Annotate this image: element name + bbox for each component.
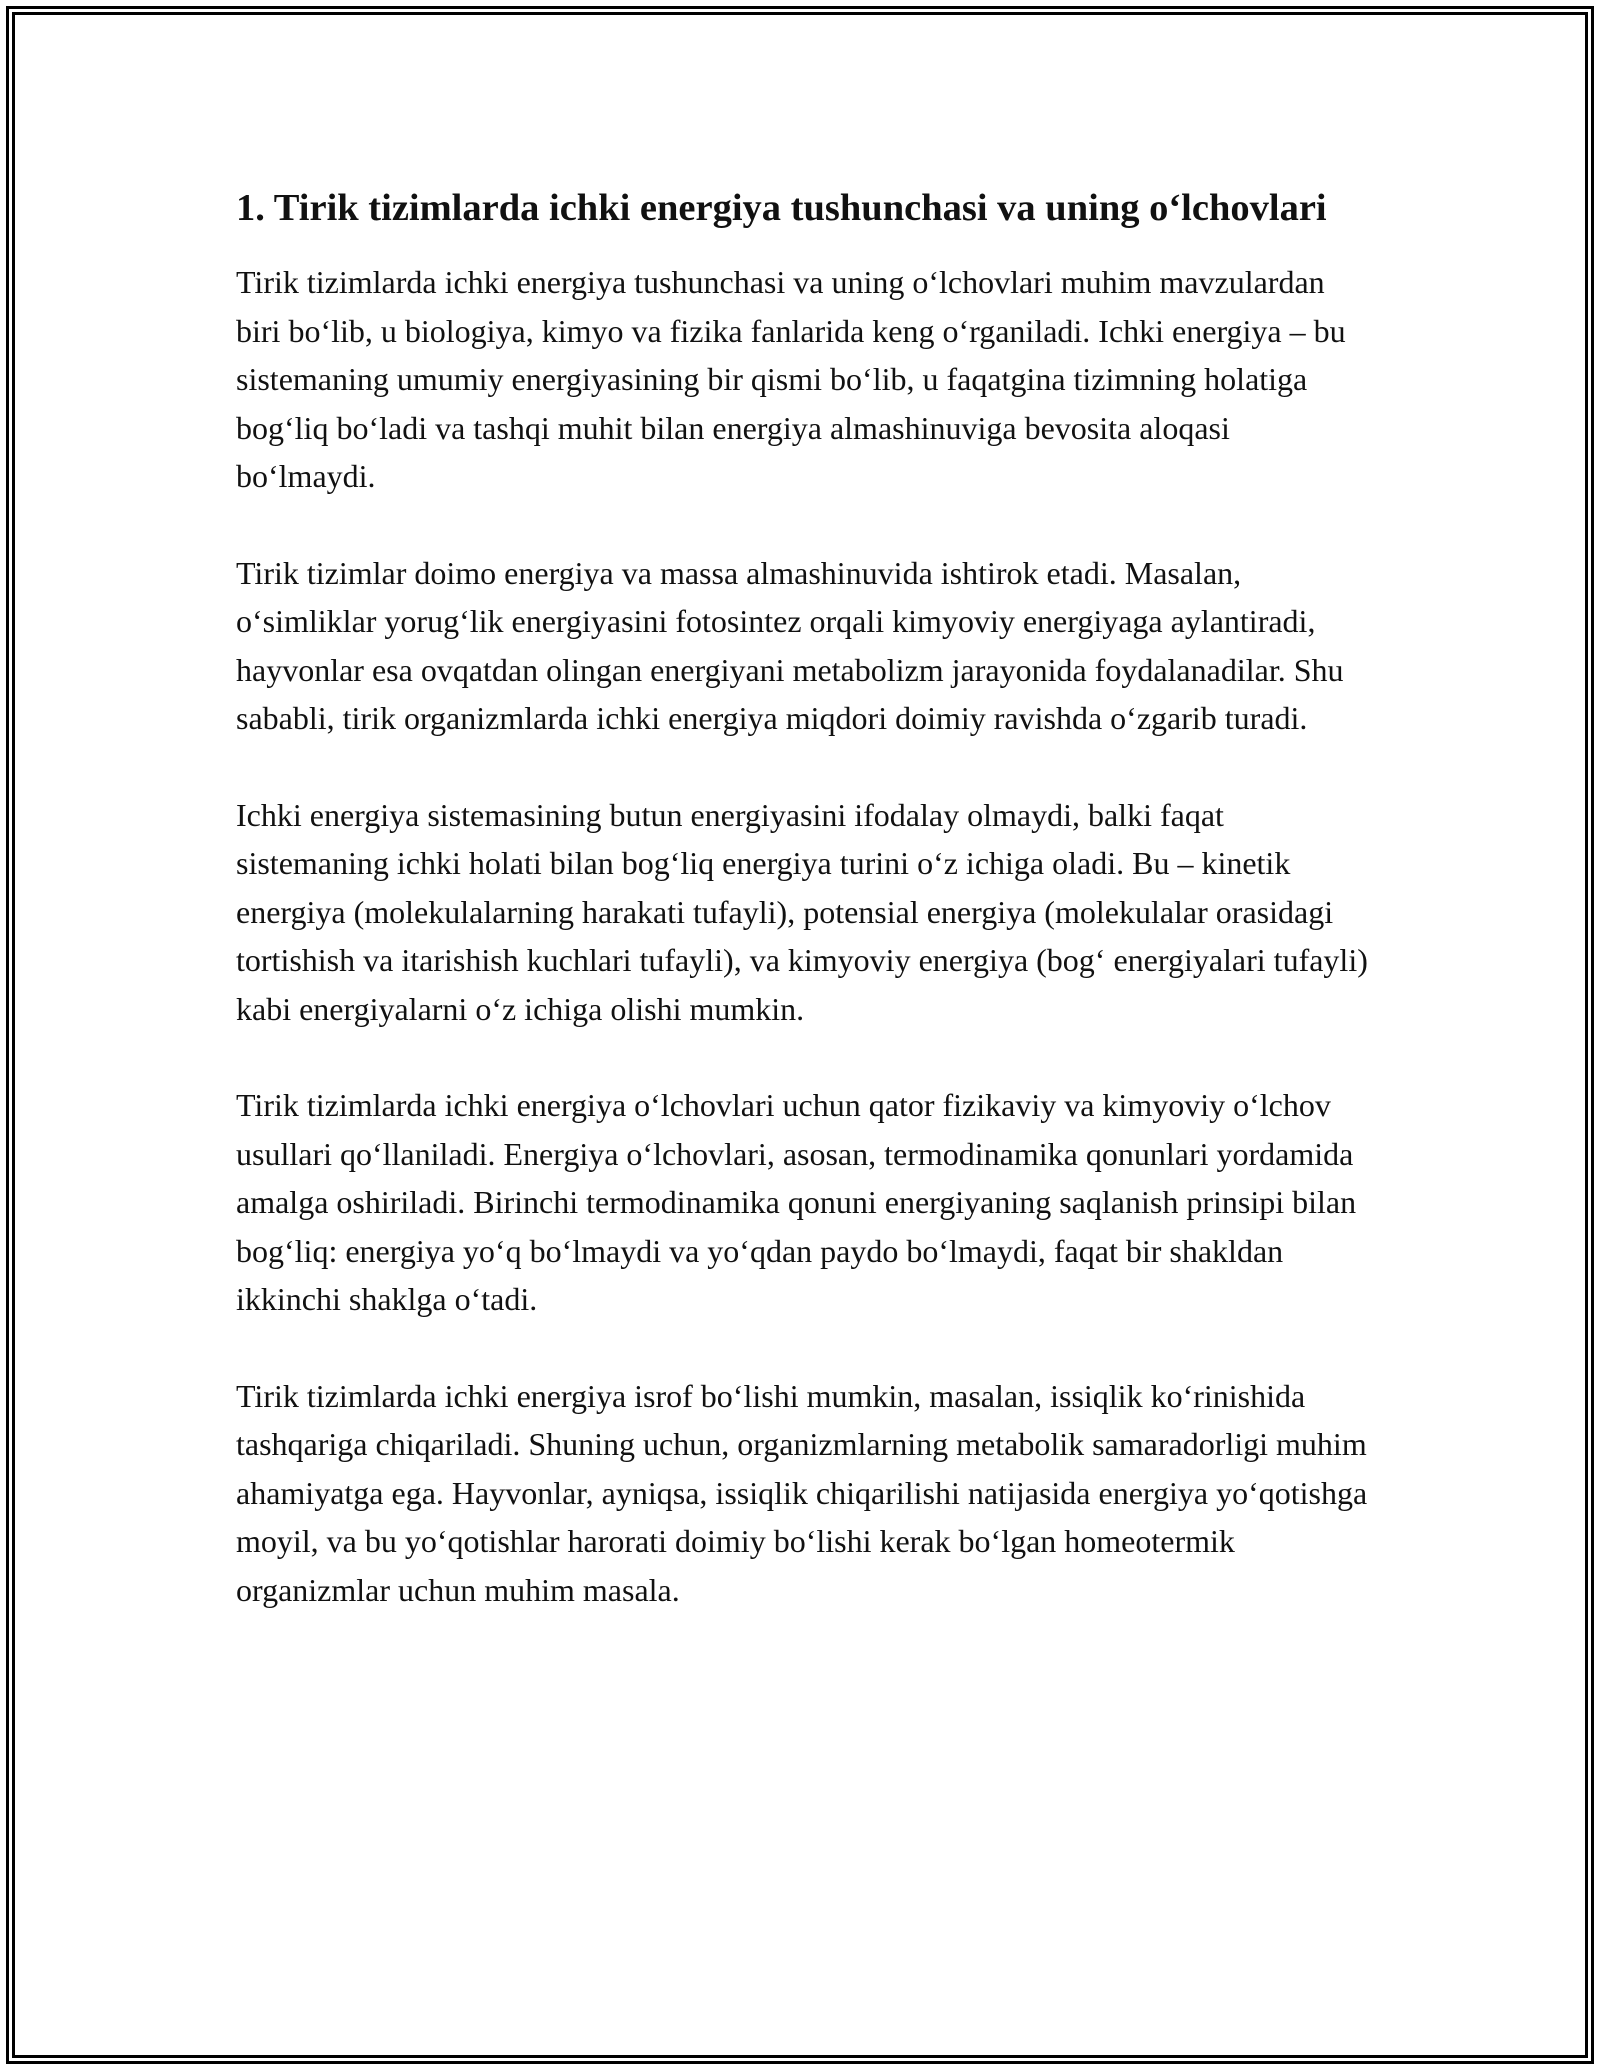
paragraph-3: Ichki energiya sistemasining butun energiyasini ifodalay olmaydi, balki faqat sistemaning ichki holati bilan bog‘liq energiya turini o‘z ichiga oladi. Bu – kinetik energiya (molekulalarning harakati tufayli), potensial energiya (molekulalar orasidagi tortishish va itarishish kuchlari tufayli), va kimyoviy energiya (bog‘ energiyalari tufayli) kabi energiyalarni o‘z ichiga olishi mumkin. [236,796,1368,1027]
paragraph-1: Tirik tizimlarda ichki energiya tushunchasi va uning o‘lchovlari muhim mavzulardan biri bo‘lib, u biologiya, kimyo va fizika fanlarida keng o‘rganiladi. Ichki energiya – bu sistemaning umumiy energiyasining bir qismi bo‘lib, u faqatgina tizimning holatiga bog‘liq bo‘ladi va tashqi muhit bilan energiya almashinuviga bevosita aloqasi bo‘lmaydi. [236,264,1346,494]
document-body [236,180,1376,1662]
paragraph-2: Tirik tizimlar doimo energiya va massa almashinuvida ishtirok etadi. Masalan, o‘simliklar yorug‘lik energiyasini fotosintez orqali kimyoviy energiyaga aylantiradi, hayvonlar esa ovqatdan olingan energiyani metabolizm jarayonida foydalanadilar. Shu sababli, tirik organizmlarda ichki energiya miqdori doimiy ravishda o‘zgarib turadi. [236,554,1344,736]
paragraph-5: Tirik tizimlarda ichki energiya isrof bo‘lishi mumkin, masalan, issiqlik ko‘rinishida tashqariga chiqariladi. Shuning uchun, organizmlarning metabolik samaradorligi muhim ahamiyatga ega. Hayvonlar, ayniqsa, issiqlik chiqarilishi natijasida energiya yo‘qotishga moyil, va bu yo‘qotishlar harorati doimiy bo‘lishi kerak bo‘lgan homeotermik organizmlar uchun muhim masala. [236,1377,1368,1608]
section-heading: 1. Tirik tizimlarda ichki energiya tushunchasi va uning o‘lchovlari [236,187,1327,229]
paragraph-4: Tirik tizimlarda ichki energiya o‘lchovlari uchun qator fizikaviy va kimyoviy o‘lchov usullari qo‘llaniladi. Energiya o‘lchovlari, asosan, termodinamika qonunlari yordamida amalga oshiriladi. Birinchi termodinamika qonuni energiyaning saqlanish prinsipi bilan bog‘liq: energiya yo‘q bo‘lmaydi va yo‘qdan paydo bo‘lmaydi, faqat bir shakldan ikkinchi shaklga o‘tadi. [236,1087,1357,1317]
